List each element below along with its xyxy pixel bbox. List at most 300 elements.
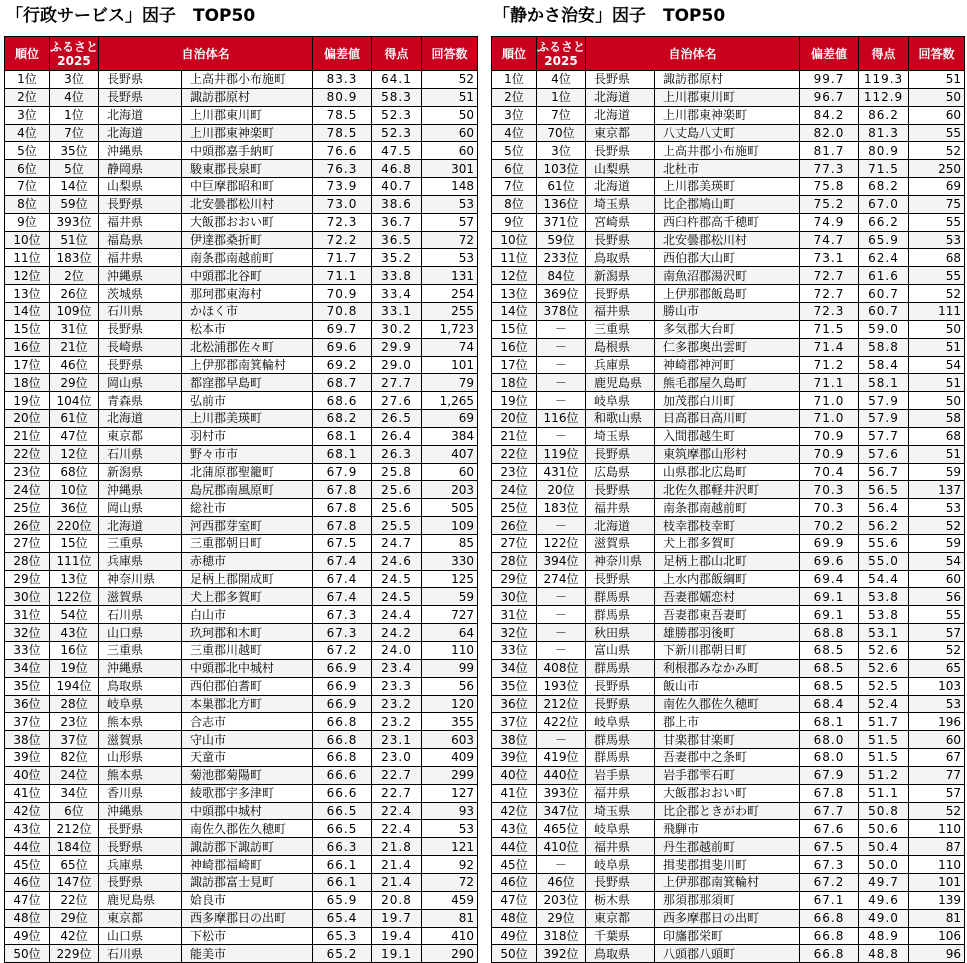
table-header-row: [5, 37, 478, 71]
municipality-cell: 南条郡南越前町: [182, 249, 313, 267]
responses-cell: 92: [422, 856, 478, 874]
rank-cell: 14位: [5, 302, 50, 320]
deviation-cell: 71.0: [800, 392, 859, 410]
rank-cell: 7位: [5, 178, 50, 196]
municipality-cell: 島尻郡南風原町: [182, 481, 313, 499]
panel-title: 「行政サービス」因子 TOP50: [6, 6, 256, 26]
responses-cell: 1,265: [422, 392, 478, 410]
furusato-rank-cell: 378位: [537, 302, 586, 320]
table-row: [492, 302, 965, 320]
deviation-cell: 69.6: [313, 338, 372, 356]
score-cell: 51.2: [859, 766, 909, 784]
municipality-cell: 甘楽郡甘楽町: [655, 731, 800, 749]
municipality-cell: 北蒲原郡聖籠町: [182, 463, 313, 481]
municipality-cell: 上川郡美瑛町: [182, 410, 313, 428]
deviation-cell: 67.9: [313, 463, 372, 481]
table-row: [5, 231, 478, 249]
furusato-rank-cell: 193位: [537, 677, 586, 695]
rank-cell: 45位: [5, 856, 50, 874]
prefecture-cell: 福井県: [586, 302, 655, 320]
table-row: [5, 124, 478, 142]
score-cell: 57.9: [859, 392, 909, 410]
score-cell: 55.6: [859, 534, 909, 552]
rank-cell: 2位: [492, 88, 537, 106]
municipality-cell: 仁多郡奥出雲町: [655, 338, 800, 356]
municipality-cell: 吾妻郡嬬恋村: [655, 588, 800, 606]
table-row: [492, 642, 965, 660]
responses-cell: 109: [422, 517, 478, 535]
municipality-cell: 加茂郡白川町: [655, 392, 800, 410]
rank-cell: 46位: [492, 873, 537, 891]
deviation-cell: 68.1: [800, 713, 859, 731]
deviation-cell: 67.2: [800, 873, 859, 891]
score-cell: 80.9: [859, 142, 909, 160]
responses-cell: 727: [422, 606, 478, 624]
prefecture-cell: 長野県: [99, 838, 182, 856]
rank-cell: 5位: [5, 142, 50, 160]
deviation-cell: 69.7: [313, 320, 372, 338]
prefecture-cell: 三重県: [99, 642, 182, 660]
rank-cell: 22位: [492, 445, 537, 463]
score-cell: 24.5: [372, 570, 422, 588]
municipality-cell: 綾歌郡宇多津町: [182, 784, 313, 802]
table-row: [492, 552, 965, 570]
municipality-cell: 玖珂郡和木町: [182, 624, 313, 642]
furusato-rank-cell: 12位: [50, 445, 99, 463]
furusato-rank-cell: －: [537, 624, 586, 642]
table-row: [5, 891, 478, 909]
prefecture-cell: 鳥取県: [586, 945, 655, 963]
score-cell: 50.6: [859, 820, 909, 838]
responses-cell: 299: [422, 766, 478, 784]
prefecture-cell: 群馬県: [586, 731, 655, 749]
responses-cell: 203: [422, 481, 478, 499]
prefecture-cell: 北海道: [586, 178, 655, 196]
municipality-cell: 上川郡東川町: [182, 106, 313, 124]
prefecture-cell: 岐阜県: [99, 695, 182, 713]
furusato-rank-cell: －: [537, 588, 586, 606]
deviation-cell: 78.5: [313, 124, 372, 142]
deviation-cell: 68.7: [313, 374, 372, 392]
deviation-cell: 67.7: [800, 802, 859, 820]
furusato-rank-cell: 23位: [50, 713, 99, 731]
responses-cell: 355: [422, 713, 478, 731]
responses-cell: 51: [909, 338, 965, 356]
responses-cell: 53: [909, 499, 965, 517]
deviation-cell: 67.3: [313, 606, 372, 624]
rank-cell: 35位: [5, 677, 50, 695]
header-score: 得点: [859, 37, 909, 71]
responses-cell: 52: [909, 517, 965, 535]
responses-cell: 409: [422, 749, 478, 767]
rank-cell: 1位: [5, 71, 50, 89]
responses-cell: 74: [422, 338, 478, 356]
prefecture-cell: 神奈川県: [99, 570, 182, 588]
table-row: [492, 695, 965, 713]
municipality-cell: 羽村市: [182, 427, 313, 445]
score-cell: 23.1: [372, 731, 422, 749]
deviation-cell: 68.5: [800, 642, 859, 660]
table-row: [5, 463, 478, 481]
deviation-cell: 77.3: [800, 160, 859, 178]
furusato-rank-cell: 220位: [50, 517, 99, 535]
prefecture-cell: 福井県: [99, 213, 182, 231]
responses-cell: 50: [422, 106, 478, 124]
furusato-rank-cell: 212位: [537, 695, 586, 713]
prefecture-cell: 群馬県: [586, 659, 655, 677]
furusato-rank-cell: 7位: [50, 124, 99, 142]
prefecture-cell: 埼玉県: [586, 802, 655, 820]
responses-cell: 77: [909, 766, 965, 784]
prefecture-cell: 群馬県: [586, 606, 655, 624]
table-row: [5, 945, 478, 963]
furusato-rank-cell: 29位: [50, 909, 99, 927]
responses-cell: 52: [909, 802, 965, 820]
furusato-rank-cell: 68位: [50, 463, 99, 481]
deviation-cell: 66.5: [313, 802, 372, 820]
prefecture-cell: 埼玉県: [586, 195, 655, 213]
score-cell: 53.8: [859, 606, 909, 624]
responses-cell: 58: [909, 410, 965, 428]
table-row: [5, 320, 478, 338]
municipality-cell: 北佐久郡軽井沢町: [655, 481, 800, 499]
prefecture-cell: 岡山県: [99, 499, 182, 517]
municipality-cell: 姶良市: [182, 891, 313, 909]
header-rank: 順位: [492, 37, 537, 71]
furusato-rank-cell: 103位: [537, 160, 586, 178]
table-row: [492, 374, 965, 392]
deviation-cell: 66.6: [313, 766, 372, 784]
rank-cell: 9位: [5, 213, 50, 231]
prefecture-cell: 東京都: [586, 909, 655, 927]
rank-cell: 4位: [492, 124, 537, 142]
deviation-cell: 67.5: [313, 534, 372, 552]
rank-cell: 44位: [492, 838, 537, 856]
table-row: [492, 891, 965, 909]
deviation-cell: 66.8: [313, 731, 372, 749]
prefecture-cell: 神奈川県: [586, 552, 655, 570]
prefecture-cell: 北海道: [586, 106, 655, 124]
table-row: [5, 642, 478, 660]
score-cell: 40.7: [372, 178, 422, 196]
responses-cell: 72: [422, 231, 478, 249]
municipality-cell: 南佐久郡佐久穂町: [655, 695, 800, 713]
prefecture-cell: 茨城県: [99, 285, 182, 303]
responses-cell: 52: [909, 285, 965, 303]
municipality-cell: 比企郡ときがわ町: [655, 802, 800, 820]
furusato-rank-cell: 119位: [537, 445, 586, 463]
rank-cell: 10位: [5, 231, 50, 249]
prefecture-cell: 長野県: [586, 570, 655, 588]
table-row: [5, 749, 478, 767]
score-cell: 52.5: [859, 677, 909, 695]
deviation-cell: 76.3: [313, 160, 372, 178]
municipality-cell: 熊毛郡屋久島町: [655, 374, 800, 392]
responses-cell: 106: [909, 927, 965, 945]
table-row: [5, 820, 478, 838]
furusato-rank-cell: 440位: [537, 766, 586, 784]
prefecture-cell: 福井県: [586, 784, 655, 802]
furusato-rank-cell: 183位: [537, 499, 586, 517]
deviation-cell: 74.7: [800, 231, 859, 249]
score-cell: 49.7: [859, 873, 909, 891]
table-row: [5, 677, 478, 695]
responses-cell: 111: [909, 302, 965, 320]
prefecture-cell: 兵庫県: [586, 356, 655, 374]
responses-cell: 290: [422, 945, 478, 963]
prefecture-cell: 兵庫県: [99, 552, 182, 570]
rank-cell: 33位: [492, 642, 537, 660]
responses-cell: 330: [422, 552, 478, 570]
score-cell: 23.0: [372, 749, 422, 767]
municipality-cell: 西伯郡伯耆町: [182, 677, 313, 695]
header-deviation: 偏差値: [800, 37, 859, 71]
furusato-rank-cell: 42位: [50, 927, 99, 945]
prefecture-cell: 鹿児島県: [586, 374, 655, 392]
deviation-cell: 67.5: [800, 838, 859, 856]
prefecture-cell: 長野県: [99, 320, 182, 338]
table-row: [5, 392, 478, 410]
rank-cell: 28位: [5, 552, 50, 570]
deviation-cell: 66.5: [313, 820, 372, 838]
municipality-cell: 上川郡東川町: [655, 88, 800, 106]
rank-cell: 25位: [5, 499, 50, 517]
responses-cell: 53: [422, 195, 478, 213]
deviation-cell: 72.3: [313, 213, 372, 231]
rank-cell: 12位: [492, 267, 537, 285]
prefecture-cell: 鳥取県: [99, 677, 182, 695]
rank-cell: 33位: [5, 642, 50, 660]
furusato-rank-cell: 24位: [50, 766, 99, 784]
furusato-rank-cell: －: [537, 856, 586, 874]
score-cell: 26.3: [372, 445, 422, 463]
deviation-cell: 68.1: [313, 427, 372, 445]
deviation-cell: 71.0: [800, 410, 859, 428]
table-row: [492, 320, 965, 338]
rank-cell: 37位: [5, 713, 50, 731]
prefecture-cell: 沖縄県: [99, 802, 182, 820]
prefecture-cell: 山梨県: [99, 178, 182, 196]
rank-cell: 18位: [5, 374, 50, 392]
score-cell: 58.1: [859, 374, 909, 392]
score-cell: 52.6: [859, 659, 909, 677]
prefecture-cell: 千葉県: [586, 927, 655, 945]
responses-cell: 603: [422, 731, 478, 749]
deviation-cell: 65.4: [313, 909, 372, 927]
table-row: [5, 784, 478, 802]
rank-cell: 24位: [5, 481, 50, 499]
furusato-rank-cell: 61位: [50, 410, 99, 428]
table-row: [5, 71, 478, 89]
municipality-cell: 伊達郡桑折町: [182, 231, 313, 249]
municipality-cell: 能美市: [182, 945, 313, 963]
score-cell: 58.3: [372, 88, 422, 106]
rank-cell: 39位: [492, 749, 537, 767]
prefecture-cell: 山口県: [99, 927, 182, 945]
municipality-cell: 上伊那郡南箕輪村: [655, 873, 800, 891]
municipality-cell: 八頭郡八頭町: [655, 945, 800, 963]
header-furusato: ふるさと 2025: [50, 37, 99, 71]
municipality-cell: 神崎郡神河町: [655, 356, 800, 374]
table-row: [5, 570, 478, 588]
prefecture-cell: 岐阜県: [586, 713, 655, 731]
prefecture-cell: 長野県: [586, 285, 655, 303]
rank-cell: 27位: [492, 534, 537, 552]
rank-cell: 12位: [5, 267, 50, 285]
table-row: [5, 534, 478, 552]
responses-cell: 505: [422, 499, 478, 517]
municipality-cell: 諏訪郡下諏訪町: [182, 838, 313, 856]
responses-cell: 60: [422, 142, 478, 160]
prefecture-cell: 長野県: [586, 231, 655, 249]
responses-cell: 255: [422, 302, 478, 320]
municipality-cell: 飛騨市: [655, 820, 800, 838]
responses-cell: 53: [909, 695, 965, 713]
responses-cell: 72: [422, 873, 478, 891]
municipality-cell: 西臼杵郡高千穂町: [655, 213, 800, 231]
deviation-cell: 75.2: [800, 195, 859, 213]
furusato-rank-cell: 419位: [537, 749, 586, 767]
furusato-rank-cell: －: [537, 731, 586, 749]
rank-cell: 37位: [492, 713, 537, 731]
score-cell: 25.6: [372, 481, 422, 499]
rank-cell: 41位: [5, 784, 50, 802]
deviation-cell: 69.4: [800, 570, 859, 588]
municipality-cell: 上川郡東神楽町: [182, 124, 313, 142]
responses-cell: 60: [909, 106, 965, 124]
score-cell: 24.2: [372, 624, 422, 642]
table-row: [492, 195, 965, 213]
score-cell: 20.8: [372, 891, 422, 909]
rank-cell: 44位: [5, 838, 50, 856]
prefecture-cell: 沖縄県: [99, 481, 182, 499]
rank-cell: 34位: [492, 659, 537, 677]
deviation-cell: 76.6: [313, 142, 372, 160]
deviation-cell: 66.6: [313, 784, 372, 802]
score-cell: 50.4: [859, 838, 909, 856]
responses-cell: 50: [909, 88, 965, 106]
responses-cell: 60: [909, 731, 965, 749]
responses-cell: 57: [422, 213, 478, 231]
responses-cell: 110: [909, 856, 965, 874]
deviation-cell: 84.2: [800, 106, 859, 124]
table-row: [492, 909, 965, 927]
score-cell: 49.0: [859, 909, 909, 927]
score-cell: 54.4: [859, 570, 909, 588]
deviation-cell: 66.8: [313, 749, 372, 767]
furusato-rank-cell: 369位: [537, 285, 586, 303]
responses-cell: 55: [909, 124, 965, 142]
deviation-cell: 72.7: [800, 267, 859, 285]
table-row: [492, 784, 965, 802]
deviation-cell: 72.7: [800, 285, 859, 303]
prefecture-cell: 長野県: [99, 873, 182, 891]
table-row: [5, 88, 478, 106]
ranking-table-body: [5, 71, 478, 963]
table-row: [5, 374, 478, 392]
deviation-cell: 72.3: [800, 302, 859, 320]
municipality-cell: 多気郡大台町: [655, 320, 800, 338]
rank-cell: 17位: [492, 356, 537, 374]
deviation-cell: 74.9: [800, 213, 859, 231]
rank-cell: 4位: [5, 124, 50, 142]
rank-cell: 21位: [5, 427, 50, 445]
responses-cell: 59: [909, 534, 965, 552]
deviation-cell: 68.6: [313, 392, 372, 410]
score-cell: 22.7: [372, 784, 422, 802]
table-row: [5, 873, 478, 891]
rank-cell: 9位: [492, 213, 537, 231]
prefecture-cell: 香川県: [99, 784, 182, 802]
rank-cell: 39位: [5, 749, 50, 767]
prefecture-cell: 沖縄県: [99, 659, 182, 677]
municipality-cell: 上伊那郡南箕輪村: [182, 356, 313, 374]
deviation-cell: 67.4: [313, 570, 372, 588]
score-cell: 27.7: [372, 374, 422, 392]
score-cell: 62.4: [859, 249, 909, 267]
table-row: [492, 231, 965, 249]
prefecture-cell: 北海道: [99, 410, 182, 428]
table-row: [5, 106, 478, 124]
table-row: [5, 659, 478, 677]
prefecture-cell: 新潟県: [99, 463, 182, 481]
municipality-cell: 上高井郡小布施町: [655, 142, 800, 160]
prefecture-cell: 長野県: [99, 71, 182, 89]
responses-cell: 56: [422, 677, 478, 695]
furusato-rank-cell: －: [537, 427, 586, 445]
furusato-rank-cell: 122位: [50, 588, 99, 606]
municipality-cell: 神崎郡福崎町: [182, 856, 313, 874]
header-score: 得点: [372, 37, 422, 71]
table-row: [492, 606, 965, 624]
municipality-cell: 上水内郡飯綱町: [655, 570, 800, 588]
furusato-rank-cell: 183位: [50, 249, 99, 267]
responses-cell: 51: [909, 71, 965, 89]
deviation-cell: 69.1: [800, 588, 859, 606]
municipality-cell: 印旛郡栄町: [655, 927, 800, 945]
municipality-cell: 足柄上郡開成町: [182, 570, 313, 588]
responses-cell: 59: [422, 588, 478, 606]
municipality-cell: 西多摩郡日の出町: [655, 909, 800, 927]
deviation-cell: 68.8: [800, 624, 859, 642]
score-cell: 26.5: [372, 410, 422, 428]
rank-cell: 35位: [492, 677, 537, 695]
deviation-cell: 66.8: [800, 945, 859, 963]
prefecture-cell: 岐阜県: [586, 392, 655, 410]
responses-cell: 68: [909, 249, 965, 267]
responses-cell: 250: [909, 160, 965, 178]
rank-cell: 19位: [492, 392, 537, 410]
score-cell: 30.2: [372, 320, 422, 338]
furusato-rank-cell: 59位: [50, 195, 99, 213]
responses-cell: 407: [422, 445, 478, 463]
table-row: [492, 124, 965, 142]
header-responses: 回答数: [422, 37, 478, 71]
rank-cell: 34位: [5, 659, 50, 677]
score-cell: 26.4: [372, 427, 422, 445]
municipality-cell: 日高郡日高川町: [655, 410, 800, 428]
furusato-rank-cell: －: [537, 606, 586, 624]
municipality-cell: 南魚沼郡湯沢町: [655, 267, 800, 285]
responses-cell: 254: [422, 285, 478, 303]
prefecture-cell: 石川県: [99, 302, 182, 320]
responses-cell: 93: [422, 802, 478, 820]
rank-cell: 32位: [5, 624, 50, 642]
score-cell: 23.2: [372, 695, 422, 713]
prefecture-cell: 岐阜県: [586, 856, 655, 874]
header-deviation: 偏差値: [313, 37, 372, 71]
prefecture-cell: 岡山県: [99, 374, 182, 392]
